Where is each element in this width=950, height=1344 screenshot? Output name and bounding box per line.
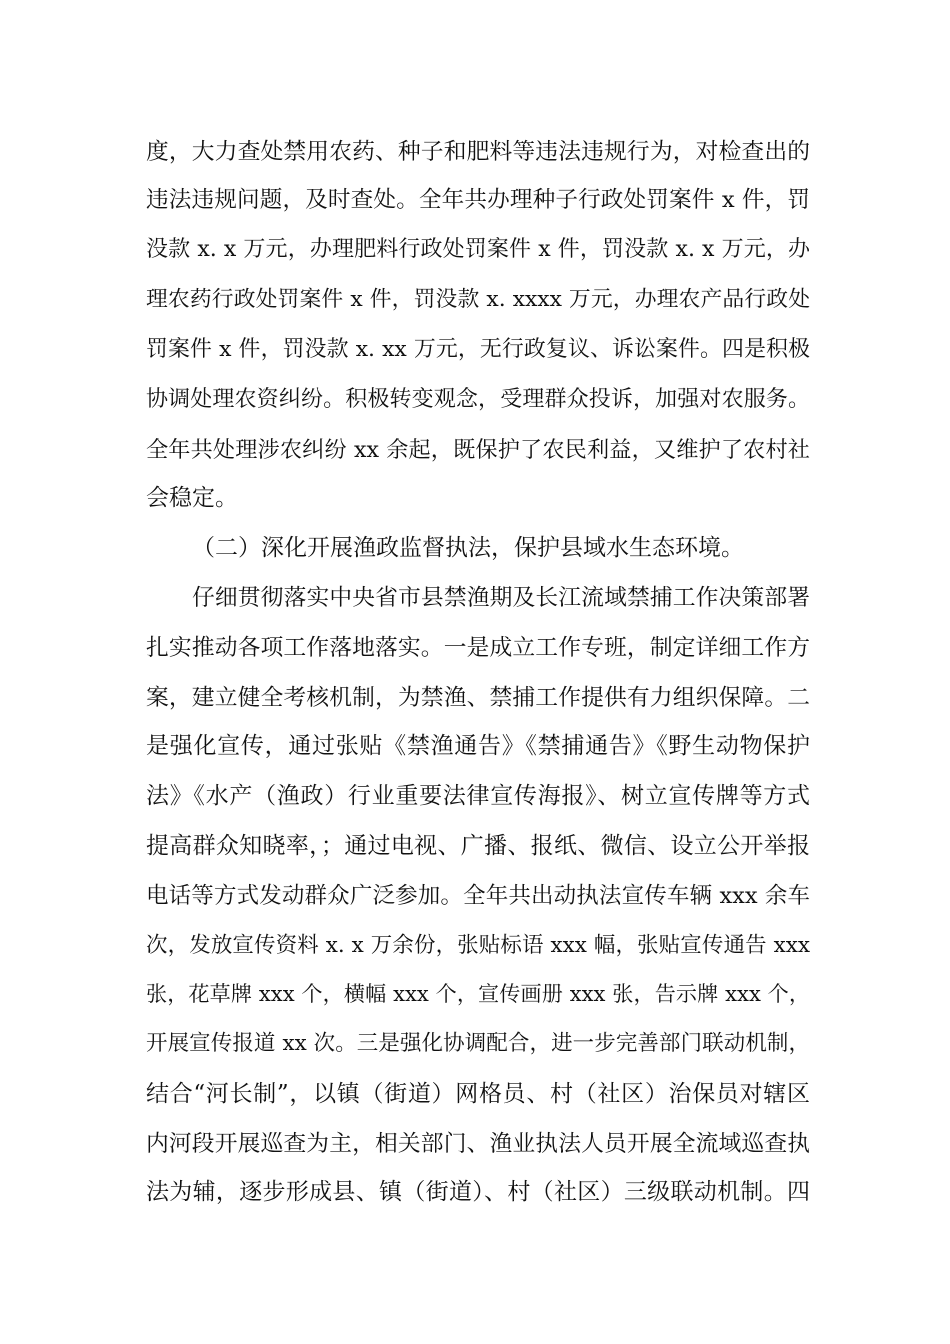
- paragraph-line: 电话等方式发动群众广泛参加。全年共出动执法宣传车辆 xxx 余车: [146, 883, 810, 909]
- paragraph-line: 罚案件 x 件，罚没款 x. xx 万元，无行政复议、诉讼案件。四是积极: [146, 337, 810, 362]
- paragraph-line: 案，建立健全考核机制，为禁渔、禁捕工作提供有力组织保障。二: [146, 685, 810, 711]
- paragraph-line: 理农药行政处罚案件 x 件，罚没款 x. xxxx 万元，办理农产品行政处: [146, 287, 810, 312]
- paragraph-line: 违法违规问题，及时查处。全年共办理种子行政处罚案件 x 件，罚: [146, 187, 810, 213]
- paragraph-line: 仔细贯彻落实中央省市县禁渔期及长江流域禁捕工作决策部署: [192, 585, 810, 611]
- paragraph-line: 全年共处理涉农纠纷 xx 余起，既保护了农民利益，又维护了农村社: [146, 437, 810, 463]
- paragraph-line: 扎实推动各项工作落地落实。一是成立工作专班，制定详细工作方: [146, 635, 810, 661]
- paragraph-line: 提高群众知晓率，；通过电视、广播、报纸、微信、设立公开举报: [146, 833, 810, 859]
- paragraph-line: 协调处理农资纠纷。积极转变观念，受理群众投诉，加强对农服务。: [146, 387, 810, 412]
- paragraph-line: 会稳定。: [146, 485, 238, 511]
- paragraph-line: 次，发放宣传资料 x. x 万余份，张贴标语 xxx 幅，张贴宣传通告 xxx: [146, 933, 810, 958]
- paragraph-line: 法》《水产（渔政）行业重要法律宣传海报》、树立宣传牌等方式: [146, 783, 810, 809]
- paragraph-line: 内河段开展巡查为主，相关部门、渔业执法人员开展全流域巡查执: [146, 1131, 810, 1157]
- paragraph-line: 是强化宣传，通过张贴《禁渔通告》《禁捕通告》《野生动物保护: [146, 733, 810, 759]
- paragraph-line: 开展宣传报道 xx 次。三是强化协调配合，进一步完善部门联动机制，: [146, 1031, 810, 1056]
- paragraph-line: 法为辅，逐步形成县、镇（街道）、村（社区）三级联动机制。四: [146, 1179, 810, 1205]
- paragraph-line: 张，花草牌 xxx 个，横幅 xxx 个，宣传画册 xxx 张，告示牌 xxx 个，: [146, 981, 810, 1006]
- section-heading: （二）深化开展渔政监督执法，保护县域水生态环境。: [192, 535, 744, 561]
- paragraph-line: 度，大力查处禁用农药、种子和肥料等违法违规行为，对检查出的: [146, 139, 810, 165]
- paragraph-line: 没款 x. x 万元，办理肥料行政处罚案件 x 件，罚没款 x. x 万元，办: [146, 237, 810, 262]
- paragraph-line: 结合“河长制”，以镇（街道）网格员、村（社区）治保员对辖区: [146, 1081, 810, 1107]
